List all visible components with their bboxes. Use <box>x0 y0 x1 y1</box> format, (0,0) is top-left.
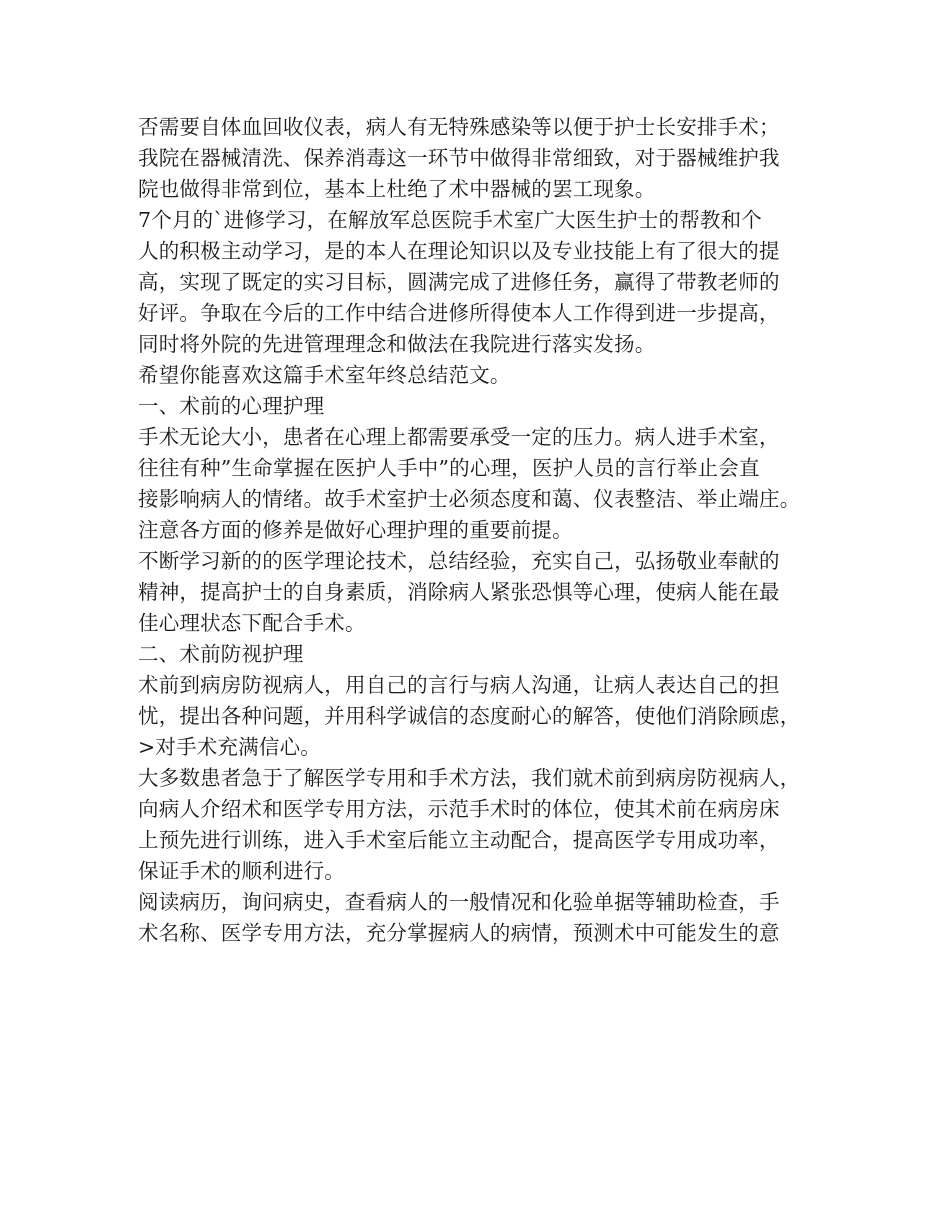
text-line: 注意各方面的修养是做好心理护理的重要前提。 <box>138 518 573 542</box>
text-line: >对手术充满信心。 <box>138 735 321 759</box>
text-line: 忧，提出各种问题，并用科学诚信的态度耐心的解答，使他们消除顾虑， <box>138 704 801 728</box>
text-line: 向病人介绍术和医学专用方法，示范手术时的体位，使其术前在病房床 <box>138 797 780 821</box>
text-line: 术前到病房防视病人，用自己的言行与病人沟通，让病人表达自己的担 <box>138 673 780 697</box>
text-line: 否需要自体血回收仪表，病人有无特殊感染等以便于护士长安排手术； <box>138 115 780 139</box>
section-heading: 二、术前防视护理 <box>138 642 304 666</box>
text-line: 手术无论大小，患者在心理上都需要承受一定的压力。病人进手术室， <box>138 425 780 449</box>
document-body <box>138 112 838 949</box>
text-line: 希望你能喜欢这篇手术室年终总结范文。 <box>138 363 511 387</box>
text-line: 接影响病人的情绪。故手术室护士必须态度和蔼、仪表整洁、举止端庄。 <box>138 487 801 511</box>
text-line: 往往有种”生命掌握在医护人手中”的心理，医护人员的言行举止会直 <box>138 456 760 480</box>
text-line: 佳心理状态下配合手术。 <box>138 611 366 635</box>
text-line: 术名称、医学专用方法，充分掌握病人的病情，预测术中可能发生的意 <box>138 921 780 945</box>
text-line: 大多数患者急于了解医学专用和手术方法，我们就术前到病房防视病人， <box>138 766 801 790</box>
text-line: 7个月的`进修学习，在解放军总医院手术室广大医生护士的帮教和个 <box>138 208 762 232</box>
text-line: 同时将外院的先进管理理念和做法在我院进行落实发扬。 <box>138 332 656 356</box>
text-line: 院也做得非常到位，基本上杜绝了术中器械的罢工现象。 <box>138 177 656 201</box>
text-line: 上预先进行训练，进入手术室后能立主动配合，提高医学专用成功率， <box>138 828 780 852</box>
text-line: 阅读病历，询问病史，查看病人的一般情况和化验单据等辅助检查，手 <box>138 890 780 914</box>
section-heading: 一、术前的心理护理 <box>138 394 325 418</box>
text-line: 人的积极主动学习，是的本人在理论知识以及专业技能上有了很大的提 <box>138 239 780 263</box>
text-line: 精神，提高护士的自身素质，消除病人紧张恐惧等心理，使病人能在最 <box>138 580 780 604</box>
text-line: 高，实现了既定的实习目标，圆满完成了进修任务，赢得了带教老师的 <box>138 270 780 294</box>
text-line: 我院在器械清洗、保养消毒这一环节中做得非常细致，对于器械维护我 <box>138 146 780 170</box>
text-line: 好评。争取在今后的工作中结合进修所得使本人工作得到进一步提高， <box>138 301 780 325</box>
text-line: 保证手术的顺利进行。 <box>138 859 345 883</box>
text-line: 不断学习新的的医学理论技术，总结经验，充实自己，弘扬敬业奉献的 <box>138 549 780 573</box>
